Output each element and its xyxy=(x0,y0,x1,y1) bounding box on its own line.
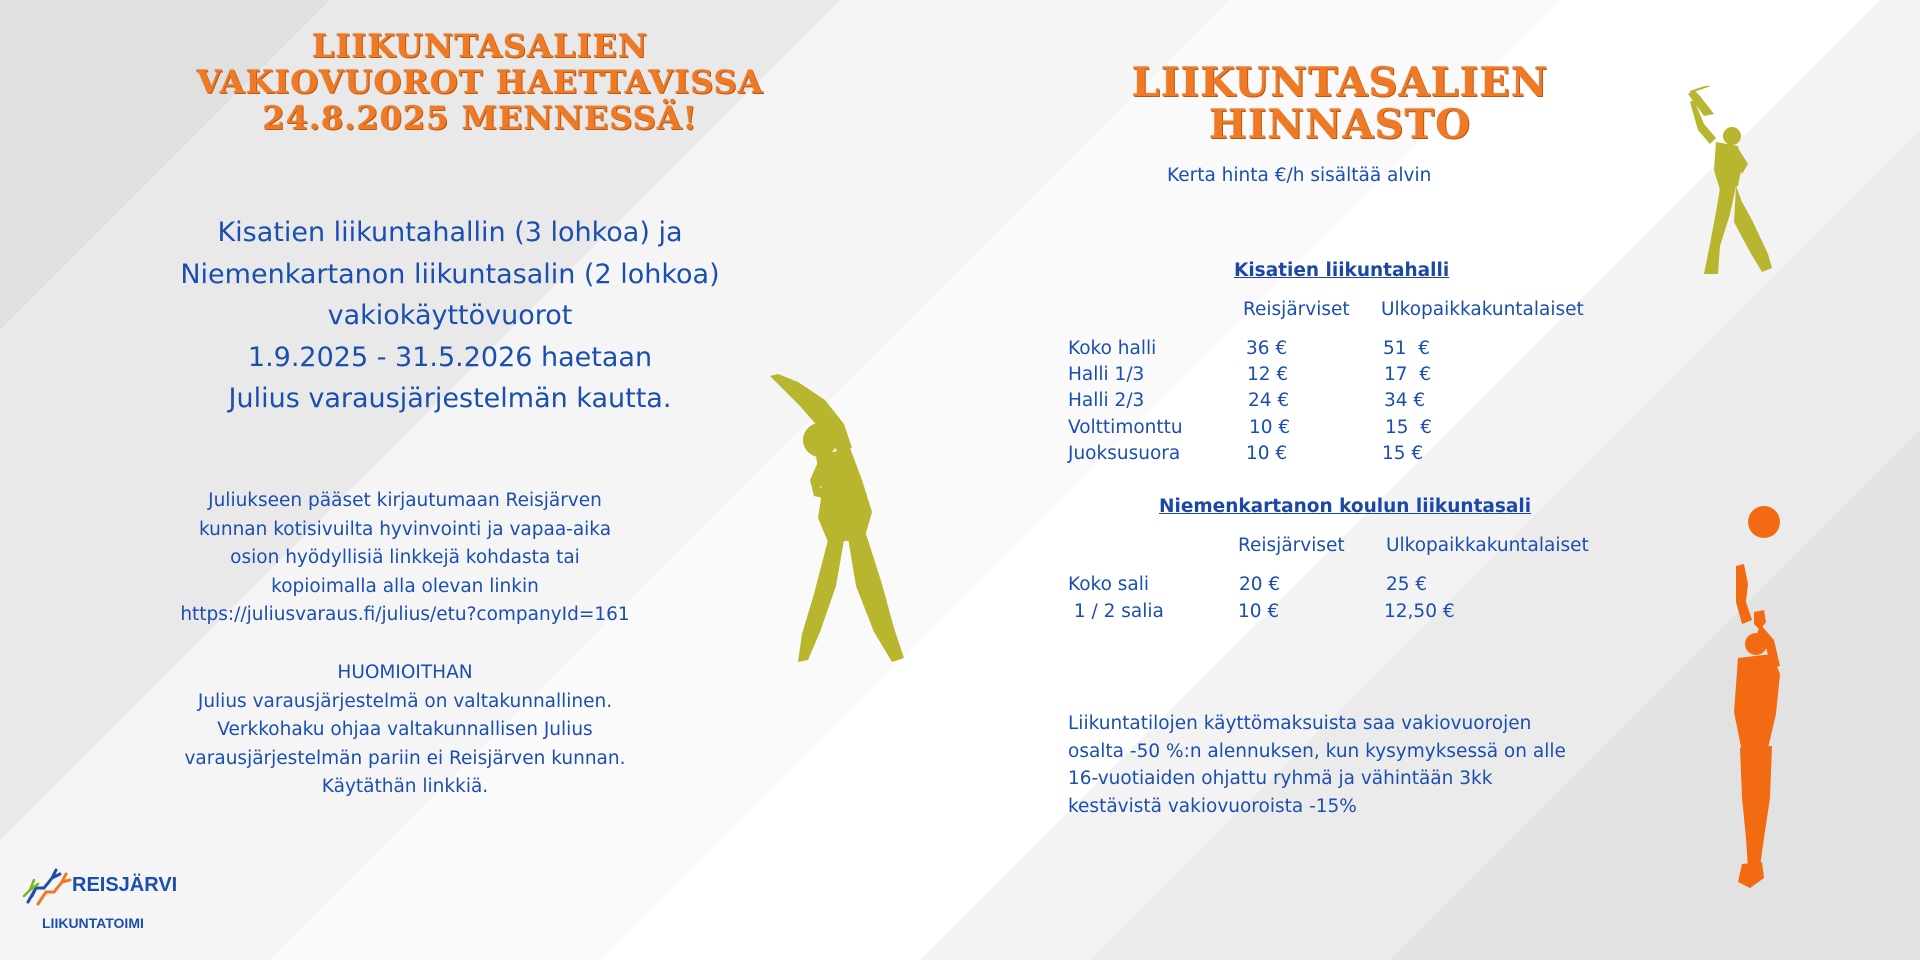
row-name: Halli 2/3 xyxy=(1068,390,1145,411)
notice-line: Verkkohaku ohjaa valtakunnallisen Julius xyxy=(217,719,593,740)
intro-text xyxy=(120,212,780,420)
row-local-price: 12 € xyxy=(1247,364,1289,385)
price-list-headline xyxy=(1120,59,1560,148)
reindeer-logo-icon xyxy=(22,866,74,906)
notice-heading: HUOMIOITHAN xyxy=(337,662,473,683)
notice xyxy=(130,659,680,802)
discount-line: 16-vuotiaiden ohjattu ryhmä ja vähintään 3kk xyxy=(1068,768,1493,789)
intro-line: Kisatien liikuntahallin (3 lohkoa) ja xyxy=(217,217,683,248)
left-headline xyxy=(170,28,790,136)
kisatie-col-local: Reisjärviset xyxy=(1243,299,1350,320)
kisatie-col-other: Ulkopaikkakuntalaiset xyxy=(1381,299,1584,320)
row-name: Volttimonttu xyxy=(1068,417,1183,438)
basketball-player-icon xyxy=(1720,498,1810,890)
niemenkartano-col-local: Reisjärviset xyxy=(1238,535,1345,556)
discount-line: Liikuntatilojen käyttömaksuista saa vakiovuorojen xyxy=(1068,713,1532,734)
niemenkartano-section-title: Niemenkartanon koulun liikuntasali xyxy=(1159,496,1532,517)
price-headline-line: LIIKUNTASALIEN xyxy=(1131,59,1549,106)
notice-line: varausjärjestelmän pariin ei Reisjärven kunnan. xyxy=(184,747,626,769)
logo-subtitle: LIIKUNTATOIMI xyxy=(42,915,144,931)
row-local-price: 10 € xyxy=(1246,443,1288,464)
left-headline-line: VAKIOVUOROT HAETTAVISSA xyxy=(196,63,764,101)
kisatie-section-title: Kisatien liikuntahalli xyxy=(1234,260,1450,281)
row-other-price: 25 € xyxy=(1386,574,1428,595)
row-name: Koko halli xyxy=(1068,338,1157,359)
badminton-player-icon xyxy=(1680,86,1780,276)
julius-link[interactable]: https://juliusvaraus.fi/julius/etu?companyId=161 xyxy=(180,604,630,625)
row-name: Koko sali xyxy=(1068,574,1150,595)
row-other-price: 12,50 € xyxy=(1384,601,1455,622)
row-local-price: 20 € xyxy=(1239,574,1281,595)
julius-info xyxy=(130,487,680,630)
info-line: kopioimalla alla olevan linkin xyxy=(271,575,539,597)
row-name: Halli 1/3 xyxy=(1068,364,1145,385)
logo-name: REISJÄRVI xyxy=(72,874,178,896)
notice-line: Käytäthän linkkiä. xyxy=(321,776,489,797)
intro-line: Julius varausjärjestelmän kautta. xyxy=(228,383,672,414)
row-other-price: 51 € xyxy=(1383,338,1431,359)
info-line: Juliukseen pääset kirjautumaan Reisjärven xyxy=(208,490,602,511)
row-name: Juoksusuora xyxy=(1068,443,1181,464)
intro-line: 1.9.2025 - 31.5.2026 haetaan xyxy=(247,341,653,373)
info-line: kunnan kotisivuilta hyvinvointi ja vapaa-aika xyxy=(198,518,612,540)
row-other-price: 15 € xyxy=(1385,417,1433,438)
row-other-price: 34 € xyxy=(1384,390,1426,411)
notice-line: Julius varausjärjestelmä on valtakunnallinen. xyxy=(197,690,613,712)
row-local-price: 36 € xyxy=(1246,338,1288,359)
basketball-icon xyxy=(1748,506,1780,538)
row-name: 1 / 2 salia xyxy=(1068,601,1164,622)
row-other-price: 15 € xyxy=(1382,443,1424,464)
discount-line: kestävistä vakiovuoroista -15% xyxy=(1068,795,1357,817)
discount-line: osalta -50 %:n alennuksen, kun kysymyksessä on alle xyxy=(1068,740,1566,762)
price-headline-line: HINNASTO xyxy=(1208,101,1472,148)
discount-note xyxy=(1068,710,1608,820)
left-headline-line: LIIKUNTASALIEN xyxy=(311,27,649,65)
row-local-price: 10 € xyxy=(1238,601,1280,622)
info-line: osion hyödyllisiä linkkejä kohdasta tai xyxy=(230,547,580,568)
row-local-price: 24 € xyxy=(1248,390,1290,411)
intro-line: vakiokäyttövuorot xyxy=(327,300,573,331)
intro-line: Niemenkartanon liikuntasalin (2 lohkoa) xyxy=(180,258,720,290)
price-subtitle: Kerta hinta €/h sisältää alvin xyxy=(1167,165,1432,186)
row-local-price: 10 € xyxy=(1249,417,1291,438)
stretching-figure-icon xyxy=(770,372,970,672)
row-other-price: 17 € xyxy=(1384,364,1432,385)
niemenkartano-col-other: Ulkopaikkakuntalaiset xyxy=(1386,535,1589,556)
left-headline-line: 24.8.2025 MENNESSÄ! xyxy=(262,99,698,137)
